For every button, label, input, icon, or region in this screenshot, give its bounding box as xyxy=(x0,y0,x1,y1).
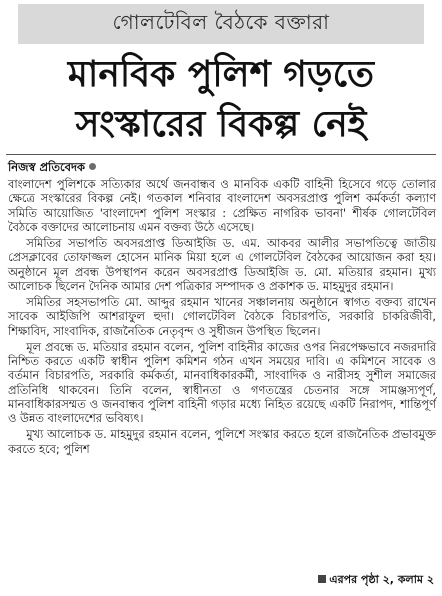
byline xyxy=(8,159,96,178)
headline-line-1: মানবিক পুলিশ গড়তে xyxy=(67,54,375,95)
kicker-bar xyxy=(18,4,424,44)
paragraph: বাংলাদেশ পুলিশকে সত্যিকার অর্থে জনবান্ধব ও মানবিক একটি বাহিনী হিসেবে গড়ে তোলার ক্ষেত্রে সংস্কারের বিকল্প নেই। গতকাল শনিবার বাংলাদেশ অবসরপ্রাপ্ত পুলিশ কর্মকর্তা কল্যাণ সমিতি আয়োজিত 'বাংলাদেশ পুলিশ সংস্কার : প্রেক্ষিত নাগরিক ভাবনা' শীর্ষক গোলটেবিল বৈঠকে বক্তাদের আলোচনায় এমন বক্তব্য উঠে এসেছে। xyxy=(8,177,436,234)
paragraph: মূল প্রবন্ধে ড. মতিয়ার রহমান বলেন, পুলিশ বাহিনীর কাজের ওপর নিরপেক্ষভাবে নজরদারি নিশ্চিত করতে একটি স্বাধীন পুলিশ কমিশন গঠন এখন সময়ের দাবি। এ কমিশনে সাবেক ও বর্তমান বিচারপতি, সরকারি কর্মকর্তা, মানবাধিকারকর্মী, সাংবাদিক ও নারীসহ সুশীল সমাজের প্রতিনিধি থাকবেন। তিনি বলেন, স্বাধীনতা ও গণতন্ত্রের চেতনার সঙ্গে সামঞ্জস্যপূর্ণ, মানবাধিকারসম্মত ও জনবান্ধব পুলিশ বাহিনী গড়ার মধ্যে নিহিত রয়েছে একটি নিরাপদ, শান্তিপূর্ণ ও উন্নত বাংলাদেশের ভবিষ্যৎ। xyxy=(8,339,436,425)
bullet-icon xyxy=(89,163,96,170)
divider xyxy=(6,154,436,155)
paragraph: সমিতির সহসভাপতি মো. আব্দুর রহমান খানের সঞ্চালনায় অনুষ্ঠানে স্বাগত বক্তব্য রাখেন সাবেক আইজিপি আশরাফুল হুদা। গোলটেবিল বৈঠকে বিচারপতি, সরকারি চাকরিজীবী, শিক্ষাবিদ, সাংবাদিক, রাজনৈতিক নেতৃবৃন্দ ও সুধীজন উপস্থিত ছিলেন। xyxy=(8,295,436,338)
paragraph: সমিতির সভাপতি অবসরপ্রাপ্ত ডিআইজি ড. এম. আকবর আলীর সভাপতিত্বে জাতীয় প্রেসক্লাবের তোফাজ্জল হোসেন মানিক মিয়া হলে এ গোলটেবিল বৈঠকের আয়োজন করা হয়। অনুষ্ঠানে মূল প্রবন্ধ উপস্থাপন করেন অবসরপ্রাপ্ত ডিআইজি ড. মো. মতিয়ার রহমান। মুখ্য আলোচক ছিলেন দৈনিক আমার দেশ পত্রিকার সম্পাদক ও প্রকাশক ড. মাহমুদুর রহমান। xyxy=(8,236,436,293)
kicker: গোলটেবিল বৈঠকে বক্তারা xyxy=(112,9,330,34)
continued-on xyxy=(318,571,434,590)
headline-line-2: সংস্কারের বিকল্প নেই xyxy=(75,104,367,145)
continued-on-text: এরপর পৃষ্ঠা ২, কলাম ২ xyxy=(329,573,434,586)
square-marker-icon xyxy=(318,575,326,583)
byline-text: নিজস্ব প্রতিবেদক xyxy=(8,160,86,174)
article-body xyxy=(8,177,436,456)
paragraph: মুখ্য আলোচক ড. মাহমুদুর রহমান বলেন, পুলিশে সংস্কার করতে হলে রাজনৈতিক প্রভাবমুক্ত করতে হবে; পুলিশ xyxy=(8,427,436,456)
